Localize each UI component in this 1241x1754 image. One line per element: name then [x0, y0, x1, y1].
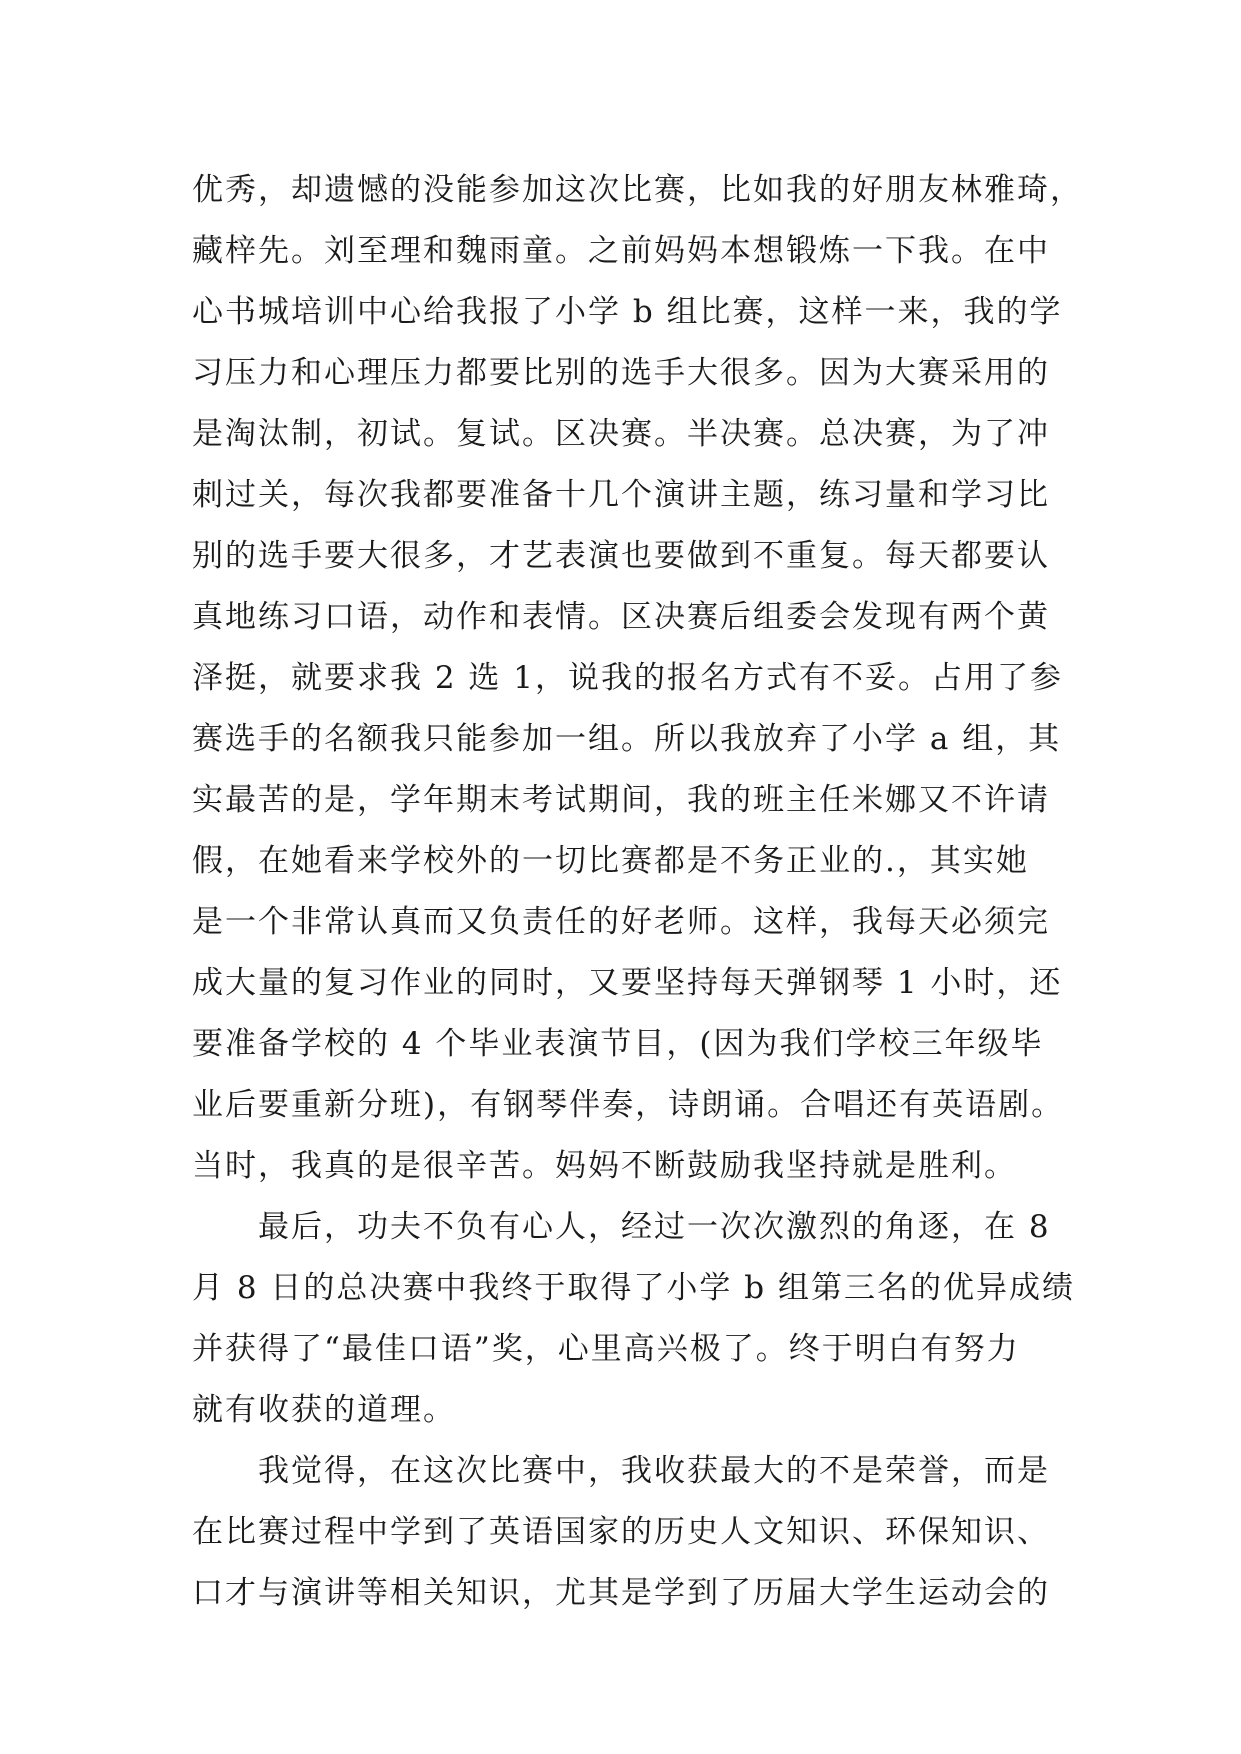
text-line: 泽挺，就要求我 2 选 1，说我的报名方式有不妥。占用了参 — [192, 660, 1064, 696]
body-text — [192, 160, 1083, 1624]
text-line: 是一个非常认真而又负责任的好老师。这样，我每天必须完 — [192, 904, 1050, 940]
text-line: 习压力和心理压力都要比别的选手大很多。因为大赛采用的 — [192, 355, 1050, 391]
text-line: 是淘汰制，初试。复试。区决赛。半决赛。总决赛，为了冲 — [192, 416, 1050, 452]
text-line: 口才与演讲等相关知识，尤其是学到了历届大学生运动会的 — [192, 1575, 1050, 1611]
text-line: 别的选手要大很多，才艺表演也要做到不重复。每天都要认 — [192, 538, 1050, 574]
text-line: 实最苦的是，学年期末考试期间，我的班主任米娜又不许请 — [192, 782, 1050, 818]
text-line: 假，在她看来学校外的一切比赛都是不务正业的.，其实她 — [192, 843, 1029, 879]
text-line: 我觉得，在这次比赛中，我收获最大的不是荣誉，而是 — [258, 1453, 1050, 1489]
text-line: 并获得了“最佳口语”奖，心里高兴极了。终于明白有努力 — [192, 1331, 1020, 1367]
text-line: 在比赛过程中学到了英语国家的历史人文知识、环保知识、 — [192, 1514, 1050, 1550]
text-line: 赛选手的名额我只能参加一组。所以我放弃了小学 a 组，其 — [192, 721, 1062, 757]
text-line: 最后，功夫不负有心人，经过一次次激烈的角逐，在 8 — [258, 1209, 1051, 1245]
text-line: 优秀，却遗憾的没能参加这次比赛，比如我的好朋友林雅琦， — [192, 172, 1083, 208]
text-line: 真地练习口语，动作和表情。区决赛后组委会发现有两个黄 — [192, 599, 1050, 635]
text-line: 心书城培训中心给我报了小学 b 组比赛，这样一来，我的学 — [192, 294, 1063, 330]
text-line: 就有收获的道理。 — [192, 1392, 456, 1428]
text-line: 当时，我真的是很辛苦。妈妈不断鼓励我坚持就是胜利。 — [192, 1148, 1017, 1184]
text-line: 成大量的复习作业的同时，又要坚持每天弹钢琴 1 小时，还 — [192, 965, 1063, 1001]
text-line: 月 8 日的总决赛中我终于取得了小学 b 组第三名的优异成绩 — [192, 1270, 1075, 1306]
text-line: 业后要重新分班)，有钢琴伴奏，诗朗诵。合唱还有英语剧。 — [192, 1087, 1065, 1123]
text-line: 要准备学校的 4 个毕业表演节目，(因为我们学校三年级毕 — [192, 1026, 1044, 1062]
text-line: 藏梓先。刘至理和魏雨童。之前妈妈本想锻炼一下我。在中 — [192, 233, 1050, 269]
text-line: 刺过关，每次我都要准备十几个演讲主题，练习量和学习比 — [192, 477, 1050, 513]
